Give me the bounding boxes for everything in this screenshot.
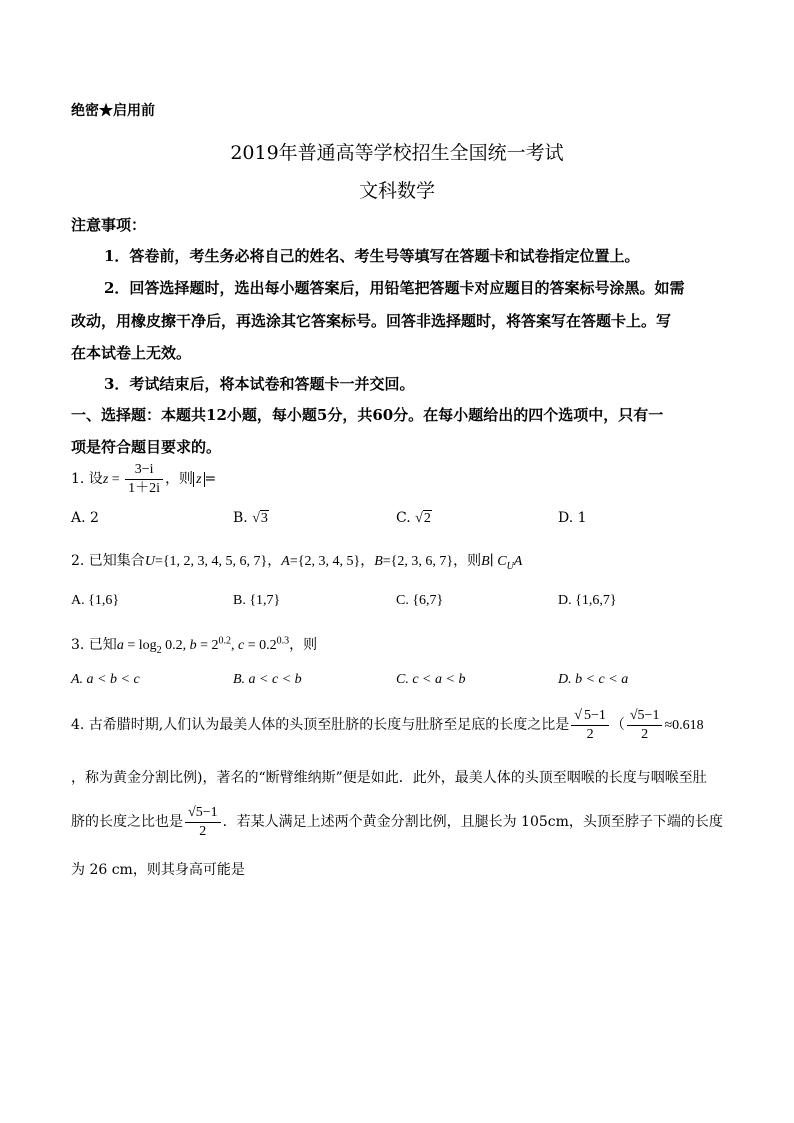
question-4-line-4: 为 26 cm，则其身高可能是 [71,862,245,878]
q2-option-d: D. {1,6,7} [558,593,617,608]
q3-option-d: D. b < c < a [558,672,629,687]
q1-option-a: A. 2 [71,510,99,526]
q1-fraction-num: 3−i [125,462,163,479]
golden-ratio-fraction: $\frac{√ 5-1}{2}$ [571,708,609,742]
sqrt-icon: √2 [415,511,431,526]
secret-label: 绝密★启用前 [71,103,155,119]
notice-item: 2．回答选择题时，选出每小题答案后，用铅笔把答题卡对应题目的答案标号涂黑。如需 [104,279,685,297]
q3-option-b: B. a < c < b [233,672,302,687]
question-4-line-3: 脐的长度之比也是 $\frac{√5-1}{2}$ ．若某人满足上述两个黄金分割比例，且腿长为 105cm，头顶至脖子下端的长度 [71,805,723,839]
question-3: 3. 已知$a = \log_2 0.2$, $b = 2^{0.2}$, $c = 0.2^{0.3}$，则 [71,635,318,656]
notice-item: 1．答卷前，考生务必将自己的姓名、考生号等填写在答题卡和试卷指定位置上。 [104,247,640,265]
sqrt-icon: √3 [252,511,268,526]
q1-mid: ，则 [165,471,194,487]
q3-option-a: A. a < b < c [71,672,140,687]
exam-title: 2019年普通高等学校招生全国统一考试 [230,142,564,164]
question-2: 2. 已知集合U={1, 2, 3, 4, 5, 6, 7}，A={2, 3, 4, 5}，B={2, 3, 6, 7}，则B∣ $C_UA$ [71,553,523,572]
q2-option-b: B. {1,7} [233,593,281,608]
section-heading: 一、选择题：本题共12小题，每小题5分，共60分。在每小题给出的四个选项中，只有一 [71,406,664,424]
q1-prefix: 1. 设 [71,471,103,487]
q1-eq: = [108,472,124,487]
q1-option-b: B. √3 [233,510,268,526]
q2-option-a: A. {1,6} [71,593,120,608]
question-4-line-1: 4. 古希腊时期,人们认为最美人体的头顶至肚脐的长度与肚脐至足底的长度之比是 $\frac{√ 5-1}{2}$ （ $\frac{√5-1}{2}$ ≈0.618 [71,708,704,742]
notice-title: 注意事项： [71,216,147,234]
q1-fraction [125,462,163,496]
q3-option-c: C. c < a < b [396,672,466,687]
q1-option-c: C. √2 [396,510,431,526]
golden-ratio-fraction: $\frac{√5-1}{2}$ [185,805,221,839]
q2-option-c: C. {6,7} [396,593,444,608]
notice-item: 3．考试结束后，将本试卷和答题卡一并交回。 [104,375,415,393]
q1-var: z [102,472,109,487]
sqrt-icon: √ [188,805,196,821]
section-heading: 项是符合题目要求的。 [71,438,222,456]
golden-ratio-fraction: $\frac{√5-1}{2}$ [627,708,663,742]
question-4-line-2: ，称为黄金分割比例)，著名的“断臂维纳斯”便是如此．此外，最美人体的头顶至咽喉的长度与咽喉至肚 [71,770,707,786]
q1-modulus: z [193,472,204,487]
q1-option-d: D. 1 [558,510,587,526]
sqrt-icon: √ [574,708,582,724]
notice-item: 改动，用橡皮擦干净后，再选涂其它答案标号。回答非选择题时，将答案写在答题卡上。写 [71,312,672,330]
subject-title: 文科数学 [358,180,435,202]
sqrt-icon: √ [629,708,638,724]
q1-end: = [204,471,217,487]
question-1 [71,462,216,496]
q1-fraction-den: 1＋2i [128,480,161,496]
notice-item: 在本试卷上无效。 [71,344,192,362]
